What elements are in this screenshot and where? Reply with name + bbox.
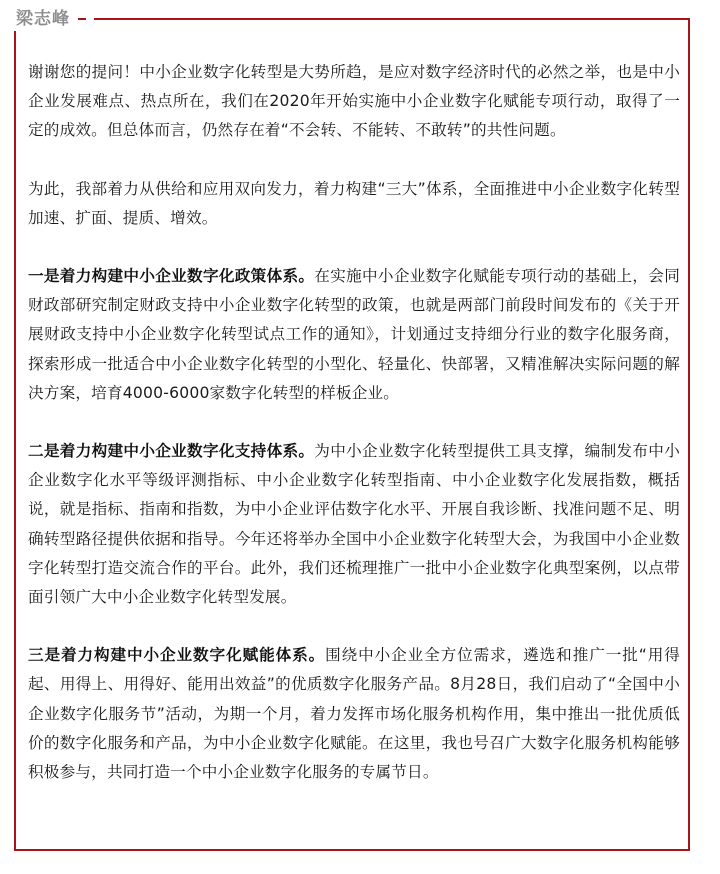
paragraph-intro bbox=[28, 58, 680, 146]
paragraph-text: 为中小企业数字化转型提供工具支撑，编制发布中小企业数字化水平等级评测指标、中小企业数字化转型指南、中小企业数字化发展指数，概括说，就是指标、指南和指数，为中小企业评估数字化水平、开展自我诊断、找准问题不足、明确转型路径提供依据和指导。今年还将举办全国中小企业数字化转型大会，为我国中小企业数字化转型打造交流合作的平台。此外，我们还梳理推广一批中小企业数字化典型案例，以点带面引领广大中小企业数字化转型发展。 bbox=[28, 442, 680, 607]
speaker-name: 梁志峰 bbox=[16, 9, 70, 29]
answer-body bbox=[28, 58, 680, 787]
paragraph-support-system bbox=[28, 437, 680, 612]
paragraph-text: 谢谢您的提问！中小企业数字化转型是大势所趋，是应对数字经济时代的必然之举，也是中小企业发展难点、热点所在，我们在2020年开始实施中小企业数字化赋能专项行动，取得了一定的成效。但总体而言，仍然存在着“不会转、不能转、不敢转”的共性问题。 bbox=[28, 63, 680, 140]
paragraph-lead: 三是着力构建中小企业数字化赋能体系。 bbox=[28, 646, 326, 665]
paragraph-policy-system bbox=[28, 262, 680, 408]
paragraph-lead: 二是着力构建中小企业数字化支持体系。 bbox=[28, 442, 315, 461]
tag-accent-bar bbox=[78, 18, 86, 20]
paragraph-empowerment-system bbox=[28, 641, 680, 787]
paragraph-text: 围绕中小企业全方位需求，遴选和推广一批“用得起、用得上、用得好、能用出效益”的优质数字化服务产品。8月28日，我们启动了“全国中小企业数字化服务节”活动，为期一个月，着力发挥市场化服务机构作用，集中推出一批优质低价的数字化服务和产品，为中小企业数字化赋能。在这里，我也号召广大数字化服务机构能够积极参与，共同打造一个中小企业数字化服务的专属节日。 bbox=[28, 646, 680, 782]
paragraph-text: 为此，我部着力从供给和应用双向发力，着力构建“三大”体系，全面推进中小企业数字化转型加速、扩面、提质、增效。 bbox=[28, 179, 680, 227]
paragraph-lead: 一是着力构建中小企业数字化政策体系。 bbox=[28, 267, 315, 286]
paragraph-text: 在实施中小企业数字化赋能专项行动的基础上，会同财政部研究制定财政支持中小企业数字化转型的政策，也就是两部门前段时间发布的《关于开展财政支持中小企业数字化转型试点工作的通知》，计划通过支持细分行业的数字化服务商，探索形成一批适合中小企业数字化转型的小型化、轻量化、快部署，又精准解决实际问题的解决方案，培育4000-6000家数字化转型的样板企业。 bbox=[28, 267, 680, 402]
speaker-tag bbox=[8, 7, 94, 31]
paragraph-approach bbox=[28, 175, 680, 233]
